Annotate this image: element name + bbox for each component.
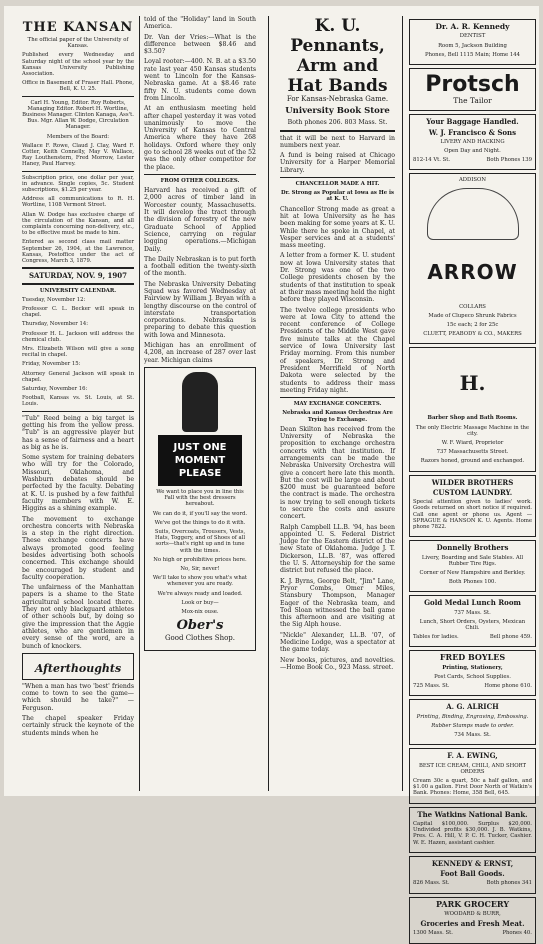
entered-info: Entered as second class mail matter September 26, 1904, at the Lawrence, Kansas, Postoffice under the act of Congress, March 3, 1879. [22,239,134,265]
pennant-headline: K. U. Pennants, Arm and Hat Bands [287,16,388,96]
column-news-2 [280,16,395,791]
obers-tagline: Good Clothes Shop. [164,634,236,643]
lunch-room-tables: Tables for ladies. [413,634,459,641]
ad-line: Mox-nix ouse. [181,609,219,616]
calendar-heading: UNIVERSITY CALENDAR. [39,287,117,294]
barber-proprietor: W. F. Wiard, Proprietor [441,440,504,447]
livery-name: W. J. Francisco & Sons [428,127,517,137]
divider [22,96,134,97]
divider [280,177,395,178]
kennedy-footer [413,880,532,886]
column-advertisements [409,16,536,937]
ad-line: Look or buy— [181,599,219,606]
watkins-text: Capital $100,000. Surplus $20,000. Undivided profits $30,000. J. B. Watkins, Pres. C. A. Hill, V. P. C. H. Tucker, Cashier. W. E. Hazen, assistant cashier. [413,820,532,846]
bookstore-name: University Book Store [285,106,390,117]
news-paragraph: Chancellor Strong made as great a hit at Iowa University as he has been making for some years at K. U. While there he spoke in Chapel, at Vesper services and at a students' mass meeting. [280,205,395,250]
ad-line: We can do it, if you'll say the word. [152,510,248,517]
publication-info: Published every Wednesday and Saturday night of the school year by the Kansas University Publishing Association. [22,52,134,78]
news-paragraph: "Nickle" Alexander, LL.B. '07, of Medicine Lodge, was a spectator at the game today. [280,631,395,654]
circulation-info: Allan W. Dodge has exclusive charge of the circulation of the Kansan, and all complaints concerning non-delivery, etc., to be effective must be made to him. [22,211,134,237]
boyles-ad [409,650,536,696]
barber-logo: H. [459,371,486,396]
ad-line: We've got the things to do it with. [154,519,246,526]
dateline: SATURDAY, NOV. 9, 1907 [28,271,128,281]
laundry-subtitle: CUSTOM LAUNDRY. [432,487,513,497]
column-rule [268,16,269,791]
barber-heading: Barber Shop and Bath Rooms. [427,415,518,422]
calendar-item: Mrs. Elizabeth Wilson will give a song recital in chapel. [22,346,134,359]
livery-hours: Open Day and Night. [444,148,501,154]
watkins-bank-ad [409,807,536,853]
section-subheading: Dr. Strong as Popular at Iowa as He is at K. U. [281,190,394,203]
boyles-footer [413,683,532,689]
livery-address-line [413,157,532,163]
kennedy-name: KENNEDY & ERNST, [431,858,514,868]
divider [144,174,256,175]
kennedy-ernst-ad [409,856,536,894]
boyles-address: 725 Mass. St. [413,683,450,690]
news-paragraph: Loyal rooter:—400. N. B. at a $3.50 rate last year 450 Kansas students went to Lincoln for the Kansas-Nebraska game. At a $8.46 rate fifty N. U. students come down from Lincoln. [144,58,256,102]
editorial-paragraph: "When a man has two 'best' friends come to town to see the game—which should he take?" —Ferguson. [22,682,134,712]
collar-style-name: ADDISON [458,177,487,184]
calendar-item: Football, Kansas vs. St. Louis, at St. Louis. [22,395,134,408]
park-text: Groceries and Fresh Meat. [420,919,525,928]
divider [280,397,395,398]
calendar-item: Professor H. L. Jackson will address the chemical club. [22,330,134,343]
divider [22,171,134,172]
news-paragraph: A fund is being raised at Chicago University for a Harper Memorial Library. [280,152,395,174]
dentist-name: Dr. A. R. Kennedy [435,22,510,31]
column-rule [402,16,403,791]
pennant-advertisement [280,16,395,127]
calendar-list [22,297,134,408]
ad-line: We're always ready and loaded. [157,590,243,597]
kennedy-address: 826 Mass. St. [413,880,450,887]
news-paragraph: New books, pictures, and novelties.—Home Book Co., 923 Mass. street. [280,656,395,671]
barber-subtitle: The only Electric Massage Machine in the city. [415,424,530,437]
kennedy-subtitle: Foot Ball Goods. [440,869,505,878]
boyles-text: Post Cards, School Supplies. [434,673,511,680]
news-paragraph: Ralph Campbell LL.B. '94, has been appointed U. S. Federal District Judge for the Eastern district of the new State of Oklahoma. Judge J. T. Dickerson, LL.B. '87, was offered the U. S. Attorneyship for the same district but refused the place. [280,523,395,575]
donnelly-name: Donnelly Brothers [436,543,509,553]
news-paragraph: K. J. Byrns, George Belt, "Jim" Lane, Pryor Combs, Omer Miles, Stansbury Thompson, Manager Eager of the Nebraska team, and Tod Sloan witnessed the ball game this afternoon and are visiting at the Sig Alph house. [280,577,395,629]
livery-subtitle: LIVERY AND HACKING [440,138,505,145]
lunch-room-footer [413,634,532,640]
news-paragraph: Dr. Van der Vries:—What is the difference between $8.46 and $3.50? [144,33,256,56]
obers-logo: Ober's [176,618,224,634]
park-name: PARK GROCERY [435,898,510,909]
ewing-subtitle: BEST ICE CREAM, CHILI, AND SHORT ORDERS [419,762,526,775]
board-heading: Members of the Board: [46,133,110,140]
protsch-subtitle: The Tailor [453,95,492,105]
barber-address: 737 Massachusetts Street. [436,449,509,456]
divider [22,283,134,285]
section-heading: FROM OTHER COLLEGES. [160,177,240,184]
man-figure-icon [182,372,218,432]
alrich-name: A. G. ALRICH [446,702,499,712]
arrow-logo: ARROW [427,259,518,284]
arrow-note: Made of Clupeco Shrunk Fabrics [428,312,517,319]
calendar-item: Professor C. L. Becker will speak in chapel. [22,306,134,319]
calendar-item: Attorney General Jackson will speak in chapel. [22,370,134,383]
arrow-maker: CLUETT, PEABODY & CO., MAKERS [423,331,522,338]
park-footer [413,930,532,936]
calendar-item: Thursday, November 14: [22,321,89,328]
livery-ad [409,114,536,170]
address-info: Address all communications to R. H. Wortline, 1108 Vermont Street. [22,196,134,209]
bookstore-address: Both phones 206. 803 Mass. St. [287,119,388,127]
boyles-phone: Home phone 610. [484,683,532,690]
dentist-address: Room 5, Jackson Building [438,42,507,49]
arrow-subtitle: COLLARS [459,303,486,310]
ewing-name: F. A. EWING, [447,751,498,761]
lunch-room-ad [409,595,536,647]
editorial-paragraph: Some system for training debaters who will try for the Colorado, Missouri, Oklahoma, and Washburn debates should be perfected by the faculty. Debating at K. U. is pushed by a few faithful faculty members with W. E. Higgins as a shining example. [22,454,134,513]
editorial-paragraph: The chapel speaker Friday certainly struck the keynote of the students minds when he [22,715,134,737]
watkins-name: The Watkins National Bank. [417,809,528,819]
dentist-ad [409,19,536,65]
park-grocery-ad [409,897,536,944]
office-info: Office in Basement of Fraser Hall. Phone, Bell, K. U. 25. [22,80,134,93]
masthead-subtitle: The official paper of the University of Kansas. [27,37,129,50]
park-subtitle: WOODARD & BURR, [444,910,501,917]
calendar-item: Tuesday, November 12: [22,296,86,303]
poster-sign: JUST ONE MOMENT PLEASE [158,435,242,486]
lunch-room-name: Gold Medal Lunch Room [424,598,521,608]
news-paragraph: Michigan has an enrollment of 4,208, an increase of 287 over last year. Michigan claims [144,342,256,364]
news-paragraph: The Daily Nebraskan is to put forth a football edition the twenty-sixth of the month. [144,255,256,278]
arrow-price: 15c each; 2 for 25c [446,322,499,329]
board-list: Wallace F. Rowe, Claud J. Clay, Ward F. Cotter, Keith Connelly, May V. Wallace, Ray Louthenstern, Fred Morrow, Lester Haney, Paul Harvey. [22,142,134,168]
news-paragraph: The Nebraska University Debating Squad was favored Wednesday at Fairview by William J. Bryan with a lengthy discourse on the control of interstate transportation corporations. Nebraska is preparing to debate this question with Iowa and Minnesota. [144,280,256,339]
news-paragraph: that it will be next to Harvard in numbers next year. [280,134,395,149]
barber-note: Razors honed, ground and exchanged. [420,458,525,465]
news-paragraph: The twelve college presidents who were at Iowa City to attend the recent conference of College Presidents of the Middle West gave five minute talks at the Chapel service of Iowa University last Friday morning. From this number of speakers, Dr. Strong and President Merrifield of North Dakota were selected by the students to address their mass meeting Friday night. [280,306,395,394]
news-paragraph: Dean Skilton has received from the University of Nebraska the proposition to exchange orchestra concerts with that institution. If arrangements can be made the Nebraska University Orchestra will give a concert here late this month. But the cost will be large and about $200 must be guaranteed before the contract is made. The orchestra is now trying to sell enough tickets to secure the costs and assure concert. [280,425,395,521]
column-editorial [22,16,134,791]
section-heading: MAY EXCHANGE CONCERTS. [293,401,382,408]
divider [280,130,395,132]
barber-ad [409,347,536,471]
news-paragraph: At an enthusiasm meeting held after chapel yesterday it was voted unanimously to move the University of Kansas to Central America where they have 268 holidays. Oxford where they only go to school 28 weeks out of the 52 was the only other competitor for the place. [144,105,256,171]
calendar-item: Saturday, November 16: [22,386,88,393]
divider [22,411,134,412]
lunch-room-address: 737 Mass. St. [454,609,491,616]
section-subheading: Nebraska and Kansas Orchestras Are Trying to Exchange. [282,410,393,423]
column-rule [139,16,140,791]
ad-line: No high or prohibitive prices here. [153,556,247,563]
ewing-text: Cream 30c a quart, 50c a half gallon, and $1.00 a gallon. First Door North of Watkin's Bank. Phones: Home, 358 Bell, 645. [413,777,532,797]
dentist-title: DENTIST [459,33,486,40]
park-address: 1300 Mass. St. [413,930,453,937]
news-paragraph: Harvard has received a gift of 2,000 acres of timber land in Worcester county, Massachusetts. It will develop the tract through the division of forestry of the new Graduate School of Applied Science, carrying on regular logging operations.—Michigan Daily. [144,187,256,253]
alrich-address: 734 Mass. St. [454,732,491,739]
obers-advertisement [144,367,256,651]
laundry-name: WILDER BROTHERS [431,477,514,487]
boyles-name: FRED BOYLES [439,652,506,663]
column-news [144,16,256,791]
staff-list: Carl H. Young, Editor. Roy Roberts, Managing Editor. Robert H. Wortline, Business Manager. Clinton Kanaga, Ass't. Bus. Mgr. Allan W. Dodge, Circulation Manager. [22,99,134,131]
alrich-text: Rubber Stamps made to order. [431,722,514,729]
kennedy-phones: Both phones 341 [486,880,532,887]
lunch-room-phone: Bell phone 459. [489,634,532,641]
newspaper-page [4,6,539,937]
donnelly-text: Livery, Boarding and Sale Stables. All Rubber Tire Rigs. [421,554,524,567]
protsch-ad [409,68,536,111]
ad-line: No, Sir, never! [180,566,220,572]
subscription-info: Subscription price, one dollar per year, in advance. Single copies, 5c. Student subscriptions, $1.25 per year. [22,174,134,194]
protsch-name: Protsch [425,71,520,97]
baggage-heading: Your Baggage Handled. [426,117,519,127]
donnelly-address: Corner of New Hampshire and Berkley. [419,569,526,576]
afterthoughts-heading: Afterthoughts [34,661,122,675]
arrow-collars-ad [409,173,536,344]
livery-address: 812-14 Vt. St. [413,157,451,164]
masthead: THE KANSAN [22,20,134,35]
afterthoughts-banner [22,653,134,680]
laundry-text: Special attention given to ladies' work. Goods returned on short notice if required. Call one agent or phone us. Agent — SPRAGUE & HANSON K. U. Agents. Home phone 7822. [413,499,532,531]
ad-line: We want to place you in line this Fall with the best dressers hereabout. [156,488,244,508]
editorial-paragraph: "Tub" Reed being a big target is getting his from the yellow press. "Tub" is an aggressive player but has a sense of fairness and a heart as big as he is. [22,414,134,451]
laundry-ad [409,475,536,538]
alrich-ad [409,699,536,745]
donnelly-ad [409,540,536,592]
calendar-item: Friday, November 15: [22,361,81,368]
ad-line: We'll take to show you what's what whenever you are ready. [152,575,248,588]
livery-phones: Both Phones 139 [486,157,532,164]
section-heading: CHANCELLOR MADE A HIT. [295,181,380,188]
editorial-paragraph: The unfairness of the Manhattan papers is a shame to the State agricultural school located there. They not only blackguard athletes of other schools but, by doing so give the impression that the Aggie athletes, who are gentlemen in every sense of the word, are a bunch of knockers. [22,584,134,650]
boyles-subtitle: Printing, Stationery, [442,664,503,671]
alrich-subtitle: Printing, Binding, Engraving, Embossing. [416,713,529,720]
editorial-paragraph: The movement to exchange orchestra concerts with Nebraska is a step in the right direction. These exchange concerts have always promoted good feeling besides advertising both schools concerned. This exchange should be encouraged by student and faculty cooperation. [22,515,134,581]
ewing-ad [409,748,536,803]
dentist-phones: Phones, Bell 1115 Main; Home 144 [425,51,520,58]
news-paragraph: told of the "Holiday" land in South America. [144,16,256,31]
pennant-subheading: For Kansas-Nebraska Game. [286,95,389,103]
collar-illustration-icon [427,188,519,240]
park-phones: Phones 40. [502,930,532,937]
lunch-room-text: Lunch, Short Orders, Oysters, Mexican Chili. [419,618,526,632]
news-paragraph: A letter from a former K. U. student now at Iowa University states that Dr. Strong was one of the two College presidents chosen by the students of that institution to speak at their mass meeting held the night before they played Wisconsin. [280,252,395,304]
divider [22,267,134,269]
donnelly-phones: Both Phones 100. [448,579,497,586]
ad-line: Suits, Overcoats, Trousers, Vests, Hats, Toggery, and of Shoes of all sorts—that's right up and in tune with the times. [154,528,246,554]
